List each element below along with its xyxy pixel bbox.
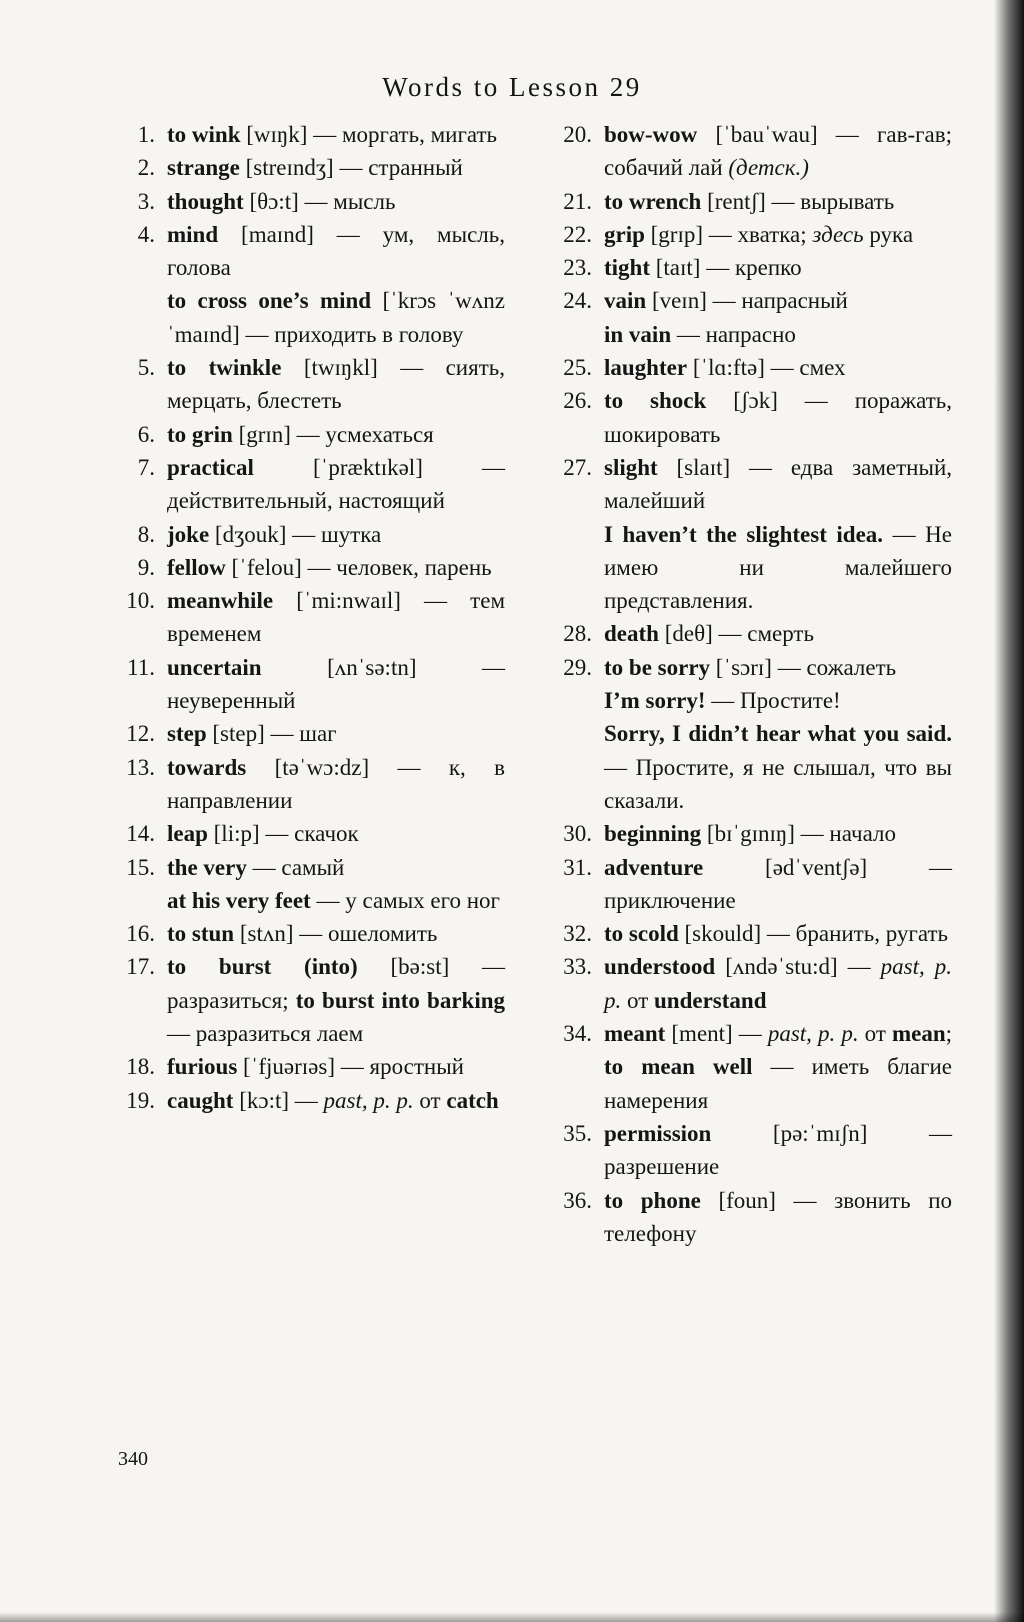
entry-number: 19.: [126, 1087, 155, 1113]
vocab-entry: [552, 651, 952, 817]
definition-text: [veɪn] — напрасный: [646, 288, 848, 314]
entry-main: [167, 1088, 499, 1113]
entry-phrase: [604, 717, 952, 817]
definition-text: [step] — шаг: [206, 721, 337, 747]
entry-number: 31.: [563, 854, 592, 880]
entry-main: [167, 821, 359, 846]
definition-text: [rentʃ] — вырывать: [701, 188, 895, 214]
definition-text: [təˈwɔ:dz] — к, в направлении: [167, 754, 505, 813]
entry-number: 3.: [137, 188, 155, 214]
headword: Sorry, I didn’t hear what you said.: [604, 721, 952, 747]
vocab-entry: [115, 185, 505, 218]
definition-text: рука: [863, 221, 914, 247]
entry-main: [604, 455, 952, 513]
entry-number: 11.: [127, 654, 155, 680]
page-bottom-shadow: [0, 1612, 1024, 1622]
definition-text: [ˈkrɔs ˈwʌnz ˈmaɪnd] — приходить в голову: [167, 288, 505, 347]
headword: joke: [167, 521, 210, 547]
entry-number: 35.: [563, 1120, 592, 1146]
definition-text: [bɪˈgɪnɪŋ] — начало: [701, 821, 896, 847]
headword: furious: [167, 1054, 238, 1080]
vocab-entry: [115, 518, 505, 551]
vocab-entry: [552, 917, 952, 950]
vocab-entry: [115, 584, 505, 651]
entry-number: 30.: [563, 821, 592, 847]
headword: in vain: [604, 321, 672, 347]
vocab-entry: [552, 251, 952, 284]
vocab-entry: [552, 1117, 952, 1184]
definition-text: [ʌnˈsə:tn] — неуверенный: [167, 654, 505, 714]
vocab-entry: [115, 917, 505, 950]
headword: I’m sorry!: [604, 688, 706, 714]
definition-text: ;: [945, 1021, 953, 1047]
headword: meanwhile: [167, 588, 274, 614]
entry-main: [604, 821, 896, 846]
definition-text: — у самых его ног: [310, 887, 500, 913]
headword: to mean well: [604, 1054, 753, 1080]
definition-text: — Простите!: [705, 688, 841, 714]
entry-number: 4.: [137, 221, 155, 247]
headword: grip: [604, 221, 645, 247]
vocab-entry: [552, 218, 952, 251]
definition-text: — разразиться лаем: [167, 1021, 364, 1047]
definition-text: — Простите, я не слышал, что вы сказали.: [604, 754, 952, 813]
headword: mind: [167, 221, 219, 247]
headword: towards: [167, 754, 247, 780]
entry-main: [167, 189, 395, 214]
entry-main: [167, 721, 337, 746]
headword: bow-wow: [604, 122, 698, 147]
definition-text: [ʌndəˈstu:d] —: [715, 954, 881, 980]
entry-number: 9.: [137, 554, 155, 580]
page-title: Words to Lesson 29: [382, 72, 642, 102]
entry-number: 6.: [137, 421, 155, 447]
entry-main: [167, 122, 497, 147]
definition-text: от: [413, 1087, 447, 1113]
entry-number: 13.: [126, 754, 155, 780]
entry-number: 29.: [563, 654, 592, 680]
headword: meant: [604, 1021, 666, 1047]
entry-phrase: [167, 284, 505, 351]
entry-main: [604, 1021, 952, 1113]
entry-number: 17.: [126, 954, 155, 980]
entry-main: [167, 921, 437, 946]
vocab-entry: [115, 551, 505, 584]
vocab-entry: [115, 118, 505, 151]
vocab-entry: [115, 418, 505, 451]
headword: death: [604, 621, 659, 647]
entry-number: 33.: [563, 954, 592, 980]
definition-text: — Не имею ни малейшего представления.: [604, 521, 952, 614]
definition-text: [foun] — звонить по телефону: [604, 1187, 953, 1246]
grammar-note: past, p. p.: [767, 1021, 859, 1047]
definition-text: [deθ] — смерть: [658, 621, 814, 647]
vocab-entry: [552, 118, 952, 185]
vocab-entry: [552, 185, 952, 218]
definition-text: [θɔ:t] — мысль: [243, 188, 396, 214]
definition-text: [ˈmi:nwaɪl] — тем временем: [167, 588, 505, 647]
grammar-note: past, p. p.: [604, 954, 953, 1013]
entry-main: [604, 189, 894, 214]
definition-text: [ment] —: [665, 1021, 768, 1047]
vocab-entry: [115, 950, 505, 1050]
entry-number: 36.: [563, 1187, 592, 1213]
definition-text: [ˈpræktɪkəl] — действительный, настоящий: [167, 454, 505, 514]
headword: to wink: [167, 122, 241, 147]
headword: I haven’t the slightest idea.: [604, 521, 884, 547]
vocab-entry: [552, 617, 952, 650]
vocab-entry: [115, 1084, 505, 1117]
definition-text: [ʃɔk] — поражать, шокировать: [604, 388, 953, 447]
headword: to cross one’s mind: [167, 288, 372, 314]
vocab-entry: [115, 218, 505, 351]
headword: understood: [604, 954, 716, 980]
definition-text: [pə:ˈmɪʃn] — разрешение: [604, 1120, 952, 1180]
entry-main: [167, 555, 492, 580]
entry-number: 28.: [563, 621, 592, 647]
entry-number: 15.: [126, 854, 155, 880]
entry-main: [167, 755, 505, 813]
entry-main: [604, 388, 952, 446]
vocab-entry: [552, 284, 952, 351]
vocab-entry: [115, 351, 505, 418]
entry-main: [167, 954, 505, 1046]
headword: uncertain: [167, 654, 262, 680]
vocab-entry: [552, 384, 952, 451]
entry-main: [604, 1188, 952, 1246]
definition-text: [skould] — бранить, ругать: [678, 921, 949, 947]
entry-main: [604, 288, 848, 313]
vocab-entry: [115, 851, 505, 918]
entry-main: [167, 1054, 464, 1079]
entry-main: [604, 655, 896, 680]
definition-text: от: [858, 1021, 892, 1047]
definition-text: [dʒouk] — шутка: [209, 521, 382, 547]
entry-number: 34.: [563, 1021, 592, 1047]
definition-text: [stʌn] — ошеломить: [234, 921, 438, 947]
headword: to stun: [167, 921, 235, 947]
headword: slight: [604, 454, 658, 480]
definition-text: [kɔ:t] —: [233, 1087, 324, 1113]
definition-text: [bə:st] — разразиться;: [167, 954, 505, 1013]
headword: permission: [604, 1120, 712, 1146]
headword: beginning: [604, 821, 702, 847]
vocab-entry: [115, 751, 505, 818]
entry-number: 8.: [137, 521, 155, 547]
definition-text: — самый: [246, 854, 345, 880]
entry-number: 18.: [126, 1054, 155, 1080]
entry-number: 14.: [126, 821, 155, 847]
definition-text: [maɪnd] — ум, мысль, голова: [167, 221, 505, 281]
headword: vain: [604, 288, 647, 314]
entry-number: 25.: [563, 355, 592, 381]
entry-main: [167, 855, 344, 880]
vocab-entry: [552, 851, 952, 918]
vocab-entry: [552, 1017, 952, 1117]
definition-text: — напрасно: [671, 321, 796, 347]
vocab-entry: [552, 451, 952, 617]
entry-main: [604, 621, 814, 646]
vocab-entry: [115, 817, 505, 850]
entry-main: [167, 355, 505, 413]
entry-main: [167, 522, 381, 547]
page-number: 340: [118, 1448, 148, 1470]
headword: at his very feet: [167, 887, 311, 913]
definition-text: [twɪŋkl] — сиять, мерцать, блестеть: [167, 355, 505, 414]
entry-main: [167, 588, 505, 646]
vocab-entry: [552, 950, 952, 1017]
headword: caught: [167, 1087, 234, 1113]
vocab-entry: [115, 717, 505, 750]
entry-number: 21.: [563, 188, 592, 214]
page-binding-shadow: [994, 0, 1024, 1622]
headword: practical: [167, 454, 254, 480]
headword: to burst into barking: [295, 987, 505, 1013]
entry-number: 10.: [126, 588, 155, 614]
headword: the very: [167, 854, 247, 880]
definition-text: [ˈbauˈwau] — гав-гав; собачий лай: [604, 122, 952, 181]
headword: to burst (into): [167, 954, 358, 980]
headword: step: [167, 721, 207, 747]
definition-text: [ədˈventʃə] — приключение: [604, 854, 952, 913]
entry-main: [604, 1121, 952, 1179]
definition-text: [ˈsɔrɪ] — сожалеть: [710, 654, 897, 680]
headword: to twinkle: [167, 355, 282, 381]
definition-text: [grɪp] — хватка;: [644, 221, 813, 247]
entry-phrase: [604, 518, 952, 618]
entry-main: [604, 355, 846, 380]
vocab-entry: [115, 1050, 505, 1083]
grammar-note: (детск.): [728, 155, 809, 181]
entry-main: [604, 222, 913, 247]
headword: laughter: [604, 355, 688, 381]
entry-main: [604, 954, 952, 1012]
entry-number: 20.: [563, 122, 592, 147]
definition-text: [taɪt] — крепко: [650, 255, 802, 281]
headword: adventure: [604, 854, 704, 880]
entry-number: 1.: [137, 122, 155, 147]
entry-main: [167, 455, 505, 513]
entry-number: 22.: [563, 221, 592, 247]
headword: mean: [891, 1021, 946, 1047]
definition-text: [wɪŋk] — моргать, мигать: [240, 122, 498, 147]
entry-number: 12.: [126, 721, 155, 747]
definition-text: от: [621, 987, 654, 1013]
headword: to wrench: [604, 188, 702, 214]
vocab-entry: [552, 817, 952, 850]
grammar-note: past, p. p.: [323, 1087, 414, 1113]
definition-text: [ˈfelou] — человек, парень: [225, 554, 492, 580]
headword: tight: [604, 255, 650, 281]
definition-text: [slaɪt] — едва заметный, малейший: [604, 454, 952, 514]
entry-main: [167, 155, 463, 180]
entry-phrase: [604, 318, 952, 351]
entry-main: [167, 222, 505, 280]
headword: leap: [167, 821, 208, 847]
definition-text: [ˈfjuərɪəs] — яростный: [237, 1054, 464, 1080]
definition-text: [streɪndʒ] — странный: [239, 155, 463, 181]
vocab-entry: [552, 351, 952, 384]
vocab-entry: [115, 451, 505, 518]
entry-phrase: [167, 884, 505, 917]
vocab-entry: [115, 651, 505, 718]
entry-number: 7.: [137, 454, 155, 480]
definition-text: [ˈlɑ:ftə] — смех: [687, 355, 846, 381]
headword: to scold: [604, 921, 679, 947]
vocab-entry: [115, 151, 505, 184]
entry-number: 2.: [137, 155, 155, 181]
grammar-note: здесь: [812, 221, 864, 247]
entry-main: [167, 655, 505, 713]
entry-number: 26.: [563, 388, 592, 414]
headword: understand: [654, 987, 767, 1013]
entry-main: [167, 422, 434, 447]
entry-main: [604, 255, 802, 280]
headword: fellow: [167, 554, 226, 580]
right-column: [552, 118, 952, 1250]
left-column: [115, 118, 505, 1117]
definition-text: [li:p] — скачок: [207, 821, 359, 847]
entry-main: [604, 921, 948, 946]
headword: to grin: [167, 421, 233, 447]
entry-main: [604, 855, 952, 913]
entry-number: 5.: [137, 355, 155, 381]
entry-number: 32.: [563, 921, 592, 947]
entry-number: 16.: [126, 921, 155, 947]
headword: thought: [167, 188, 244, 214]
entry-number: 24.: [563, 288, 592, 314]
headword: to be sorry: [604, 654, 711, 680]
definition-text: — иметь благие намерения: [604, 1054, 952, 1113]
headword: catch: [446, 1087, 499, 1113]
entry-number: 27.: [563, 454, 592, 480]
entry-phrase: [604, 684, 952, 717]
headword: strange: [167, 155, 240, 181]
entry-main: [604, 122, 952, 180]
definition-text: [grɪn] — усмехаться: [232, 421, 434, 447]
headword: to shock: [604, 388, 707, 414]
vocab-entry: [552, 1184, 952, 1251]
headword: to phone: [604, 1187, 701, 1213]
entry-number: 23.: [563, 255, 592, 281]
